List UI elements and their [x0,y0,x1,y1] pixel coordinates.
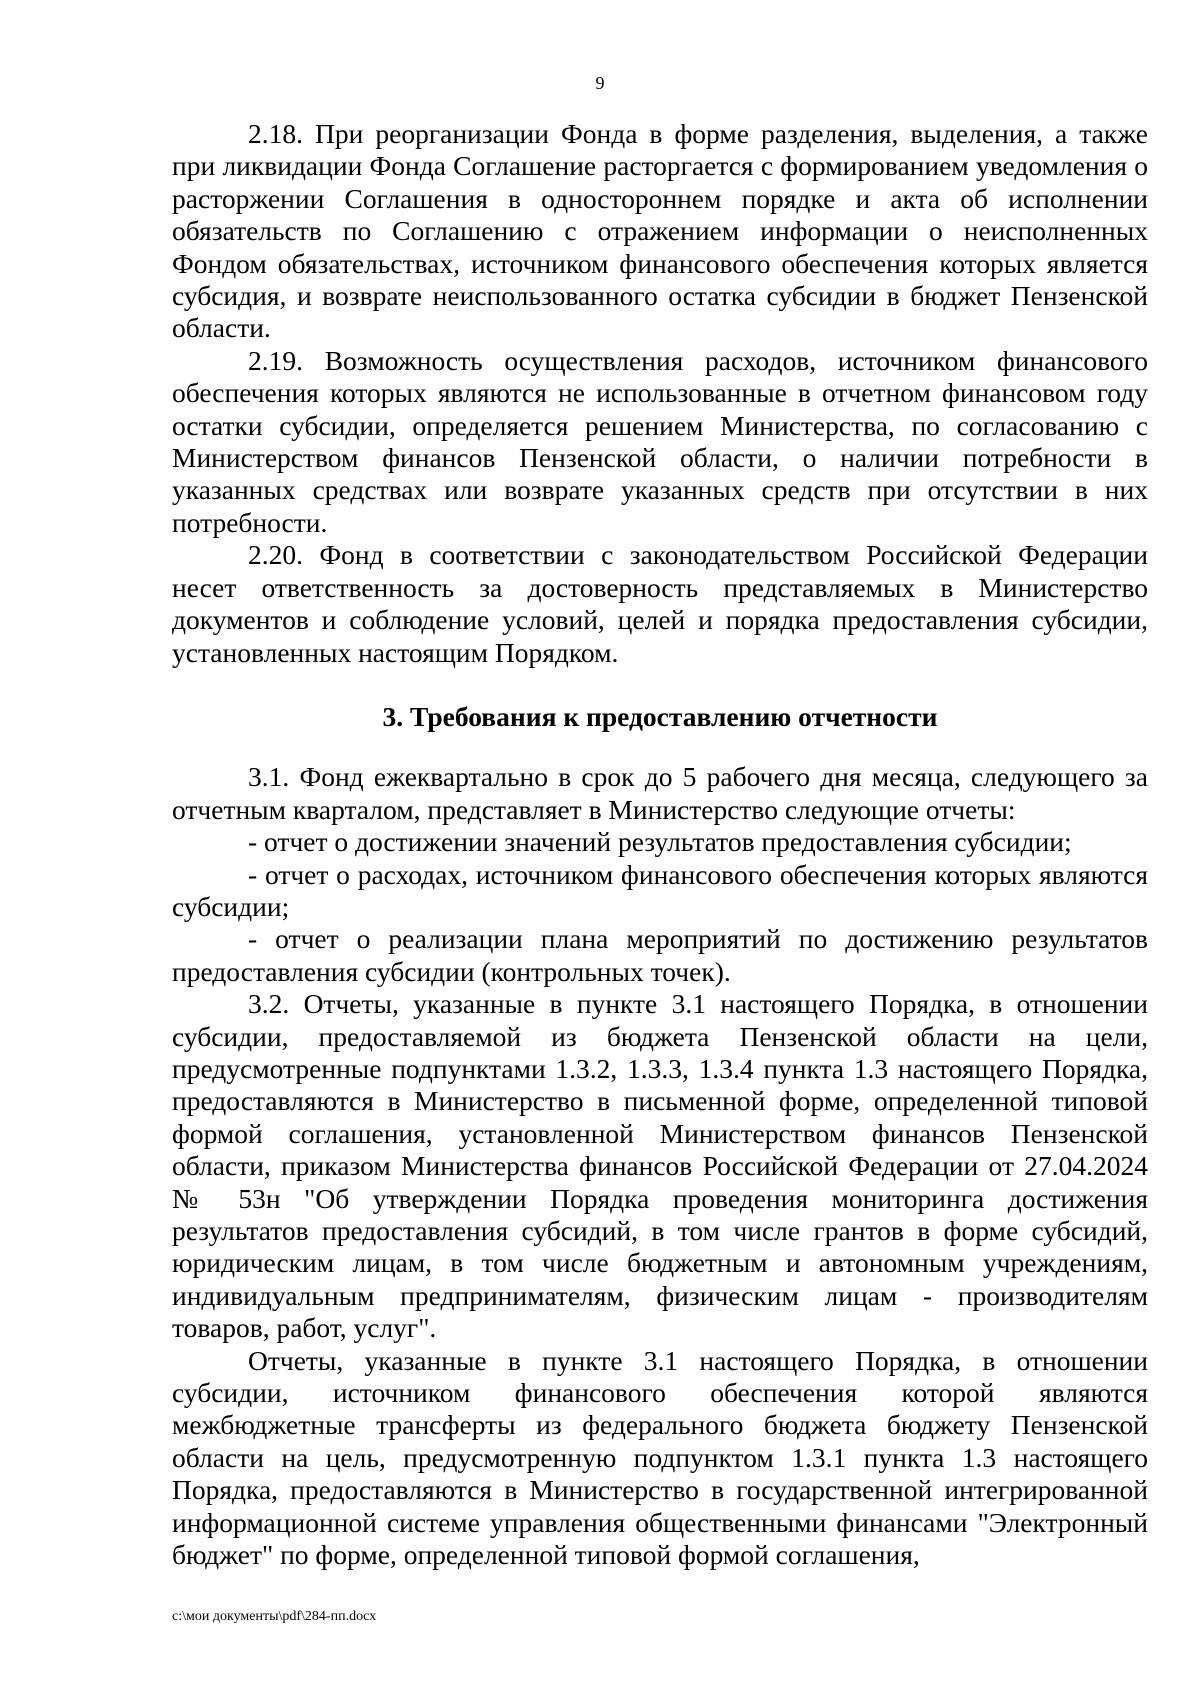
paragraph-3-2: 3.2. Отчеты, указанные в пункте 3.1 настоящего Порядка, в отношении субсидии, предоставляемой из бюджета Пензенской области на цели, предусмотренные подпунктами 1.3.2, 1.3.3, 1.3.4 пункта 1.3 настоящего Порядка, предоставляются в Министерство в письменной форме, определенной типовой формой соглашения, установленной Министерством финансов Пензенской области, приказом Министерства финансов Российской Федерации от 27.04.2024 № 53н "Об утверждении Порядка проведения мониторинга достижения результатов предоставления субсидий, в том числе грантов в форме субсидий, юридическим лицам, в том числе бюджетным и автономным учреждениям, индивидуальным предпринимателям, физическим лицам - производителям товаров, работ, услуг". [172,988,1148,1344]
list-item-report-plan: - отчет о реализации плана мероприятий по достижению результатов предоставления субсидии (контрольных точек). [172,923,1148,987]
paragraph-2-18: 2.18. При реорганизации Фонда в форме разделения, выделения, а также при ликвидации Фонда Соглашение расторгается с формированием уведомления о расторжении Соглашения в одностороннем порядке и акта об исполнении обязательств по Соглашению с отражением информации о неисполненных Фондом обязательствах, источником финансового обеспечения которых является субсидия, и возврате неиспользованного остатка субсидии в бюджет Пензенской области. [172,118,1148,344]
document-body [172,118,1148,1571]
section-3-heading: 3. Требования к предоставлению отчетности [382,700,938,732]
list-item-report-expenses: - отчет о расходах, источником финансового обеспечения которых являются субсидии; [172,858,1148,922]
paragraph-2-20: 2.20. Фонд в соответствии с законодательством Российской Федерации несет ответственность за достоверность представляемых в Министерство документов и соблюдение условий, целей и порядка предоставления субсидии, установленных настоящим Порядком. [172,539,1148,668]
paragraph-2-19: 2.19. Возможность осуществления расходов, источником финансового обеспечения которых являются не использованные в отчетном финансовом году остатки субсидии, определяется решением Министерства, по согласованию с Министерством финансов Пензенской области, о наличии потребности в указанных средствах или возврате указанных средств при отсутствии в них потребности. [172,344,1148,538]
paragraph-3-1: 3.1. Фонд ежеквартально в срок до 5 рабочего дня месяца, следующего за отчетным кварталом, представляет в Министерство следующие отчеты: [172,761,1148,825]
footer-file-path: c:\мои документы\pdf\284-пп.docx [172,1609,377,1624]
page-number: 9 [595,73,605,93]
paragraph-3-2-continued: Отчеты, указанные в пункте 3.1 настоящего Порядка, в отношении субсидии, источником финансового обеспечения которой являются межбюджетные трансферты из федерального бюджета бюджету Пензенской области на цель, предусмотренную подпунктом 1.3.1 пункта 1.3 настоящего Порядка, предоставляются в Министерство в государственной интегрированной информационной системе управления общественными финансами "Электронный бюджет" по форме, определенной типовой формой соглашения, [172,1344,1148,1571]
list-item-report-results: - отчет о достижении значений результатов предоставления субсидии; [248,826,1072,858]
